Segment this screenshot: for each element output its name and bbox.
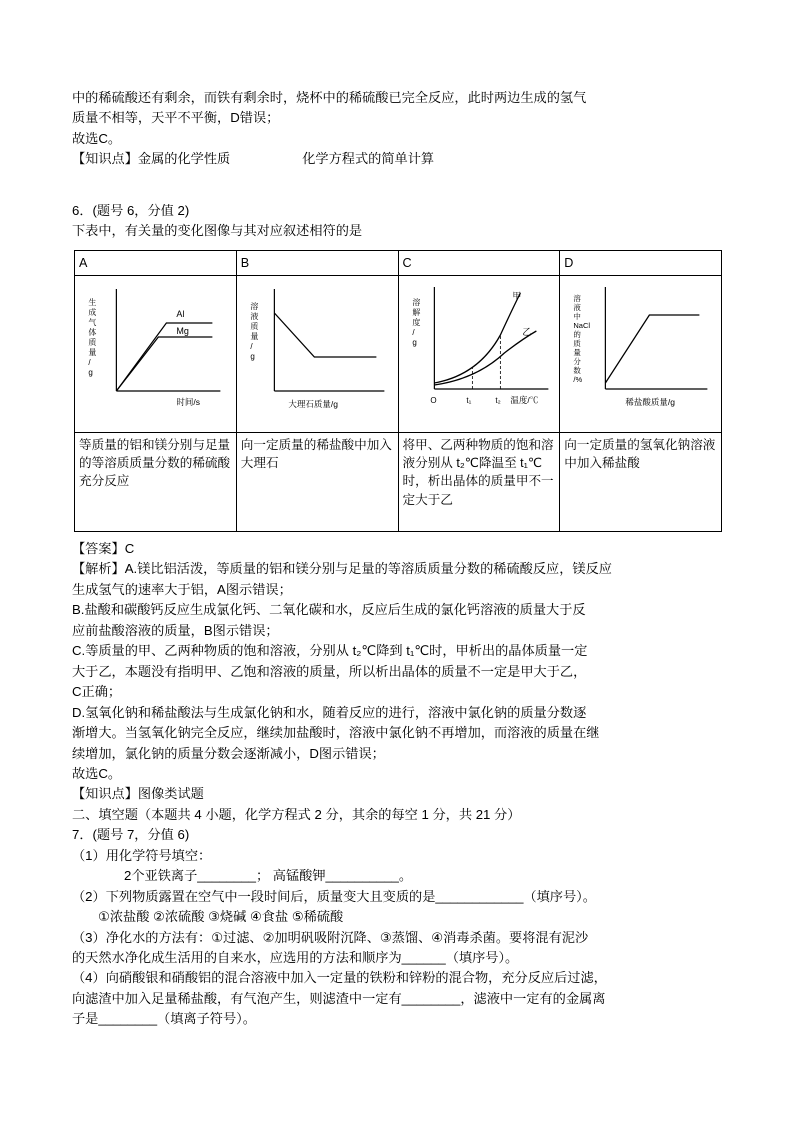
- svg-text:量: 量: [573, 347, 582, 357]
- q7-item-1-sub-text: 2个亚铁离子________； 高锰酸钾__________。: [124, 868, 413, 884]
- chart-b-image: [241, 279, 394, 421]
- svg-text:NaCl: NaCl: [573, 320, 591, 330]
- svg-text:量: 量: [250, 331, 259, 341]
- svg-text:生: 生: [88, 297, 97, 307]
- column-header-d: D: [560, 250, 722, 275]
- graph-cell-d: [560, 275, 722, 432]
- top-line-1: 中的稀硫酸还有剩余，而铁有剩余时，烧杯中的稀硫酸已完全反应，此时两边生成的氢气: [72, 90, 587, 105]
- svg-text:中: 中: [573, 311, 582, 321]
- question-6-number: 6．(题号 6，分值 2): [72, 202, 190, 218]
- svg-text:/: /: [88, 357, 91, 367]
- q7-item-3-sub: 的天然水净化成生活用的自来水，应选用的方法和顺序为______（填序号）。: [72, 950, 519, 966]
- svg-text:质: 质: [250, 321, 259, 331]
- svg-text:稀盐酸质量/g: 稀盐酸质量/g: [625, 396, 676, 407]
- svg-text:O: O: [429, 395, 437, 405]
- section-2-title: 二、填空题（本题共 4 小题，化学方程式 2 分，其余的每空 1 分，共 21 分）: [72, 806, 521, 822]
- svg-text:解: 解: [411, 307, 420, 317]
- top-continued-text: [72, 88, 722, 149]
- analysis-line-6: C正确；: [72, 684, 122, 700]
- graph-options-table: [74, 250, 722, 532]
- svg-text:液: 液: [573, 302, 582, 312]
- analysis-line-0: [72, 559, 722, 579]
- q7-item-1: （1）用化学符号填空：: [72, 847, 212, 863]
- svg-text:/%: /%: [573, 374, 583, 384]
- knowledge-point-1-label: 【知识点】金属的化学性质: [72, 151, 231, 167]
- chart-d-image: [564, 279, 717, 421]
- q7-item-4: （4）向硝酸银和硝酸铝的混合溶液中加入一定量的铁粉和锌粉的混合物，充分反应后过滤，: [72, 970, 607, 986]
- analysis-line-2: B.盐酸和碳酸钙反应生成氯化钙、二氧化碳和水，反应后生成的氯化钙溶液的质量大于反: [72, 602, 586, 618]
- q7-item-1-sub: [72, 866, 722, 886]
- q7-item-3: （3）净化水的方法有：①过滤、②加明矾吸附沉降、③蒸馏、④消毒杀菌。要将混有泥沙: [72, 929, 589, 945]
- svg-text:/: /: [250, 341, 253, 351]
- svg-text:度: 度: [411, 317, 420, 327]
- svg-text:t₂: t₂: [494, 395, 501, 405]
- svg-text:甲: 甲: [511, 290, 521, 301]
- analysis-line-9: 续增加，氯化钠的质量分数会逐渐减小，D图示错误；: [72, 745, 385, 761]
- top-line-3: 故选C。: [72, 130, 122, 146]
- table-description-row: [75, 432, 722, 531]
- analysis-line-5: 大于乙，本题没有指明甲、乙饱和溶液的质量，所以析出晶体的质量不一定是甲大于乙，: [72, 663, 587, 679]
- description-c: 将甲、乙两种物质的饱和溶液分别从 t₂℃降温至 t₁℃时，析出晶体的质量甲不一定大于乙: [398, 432, 560, 531]
- analysis-text-0: A.镁比铝活泼，等质量的铝和镁分别与足量的等溶质质量分数的稀硫酸反应，镁反应: [124, 561, 612, 577]
- svg-text:Al: Al: [176, 308, 185, 319]
- table-header-row: [75, 250, 722, 275]
- q7-item-2-sub-text: ①浓盐酸 ②浓硫酸 ③烧碱 ④食盐 ⑤稀硫酸: [98, 909, 344, 925]
- table-graph-row: [75, 275, 722, 432]
- top-line-2: 质量不相等，天平不平衡，D错误；: [72, 110, 280, 126]
- svg-text:溶: 溶: [573, 293, 582, 303]
- svg-text:质: 质: [573, 338, 582, 348]
- answer-value: C: [124, 540, 135, 556]
- svg-text:温度/℃: 温度/℃: [509, 394, 538, 405]
- svg-text:g: g: [88, 367, 93, 377]
- svg-text:g: g: [250, 351, 255, 361]
- svg-text:数: 数: [573, 365, 582, 375]
- q7-item-4-sub-2: 子是________（填离子符号）。: [72, 1011, 256, 1027]
- analysis-line-8: 渐增大。当氢氧化钠完全反应，继续加盐酸时，溶液中氯化钠不再增加，而溶液的质量在继: [72, 725, 600, 741]
- chart-c-image: [403, 279, 556, 421]
- column-header-b: B: [236, 250, 398, 275]
- analysis-line-7: D.氢氧化钠和稀盐酸法与生成氯化钠和水，随着反应的进行，溶液中氯化钠的质量分数逐: [72, 704, 587, 720]
- graph-cell-c: [398, 275, 560, 432]
- analysis-line-10: 故选C。: [72, 765, 122, 781]
- svg-text:t₁: t₁: [465, 395, 471, 405]
- svg-text:分: 分: [573, 356, 582, 366]
- knowledge-point-1-extra: 化学方程式的简单计算: [302, 151, 435, 167]
- svg-text:量: 量: [88, 347, 97, 357]
- svg-text:成: 成: [88, 307, 97, 317]
- knowledge-point-2: 【知识点】图像类试题: [72, 786, 204, 802]
- description-b: 向一定质量的稀盐酸中加入大理石: [236, 432, 398, 531]
- knowledge-point-1: [72, 149, 722, 169]
- svg-text:溶: 溶: [411, 297, 420, 307]
- description-d: 向一定质量的氢氧化钠溶液中加入稀盐酸: [560, 432, 722, 531]
- graph-cell-b: [236, 275, 398, 432]
- analysis-line-3: 应前盐酸溶液的质量，B图示错误；: [72, 622, 279, 638]
- svg-text:乙: 乙: [521, 326, 531, 337]
- analysis-line-1: 生成氢气的速率大于铝，A图示错误；: [72, 581, 292, 597]
- column-header-c: C: [398, 250, 560, 275]
- svg-text:质: 质: [88, 337, 97, 347]
- svg-text:体: 体: [88, 327, 97, 337]
- q7-item-2-sub: [72, 907, 722, 927]
- graph-cell-a: [75, 275, 237, 432]
- svg-text:气: 气: [88, 317, 97, 327]
- svg-text:的: 的: [573, 329, 582, 339]
- svg-text:/: /: [411, 327, 415, 337]
- svg-text:Mg: Mg: [176, 325, 189, 336]
- svg-text:g: g: [411, 337, 417, 347]
- answer-line: [72, 539, 722, 559]
- chart-a-image: [79, 279, 232, 421]
- svg-text:时间/s: 时间/s: [176, 396, 200, 407]
- description-a: 等质量的铝和镁分别与足量的等溶质质量分数的稀硫酸充分反应: [75, 432, 237, 531]
- analysis-label: 【解析】: [72, 561, 125, 577]
- column-header-a: A: [75, 250, 237, 275]
- question-6-stem: 下表中，有关量的变化图像与其对应叙述相符的是: [72, 223, 363, 239]
- q7-item-4-sub-1: 向滤渣中加入足量稀盐酸，有气泡产生，则滤渣中一定有________，滤液中一定有的金属离: [72, 990, 606, 1006]
- analysis-line-4: C.等质量的甲、乙两种物质的饱和溶液，分别从 t₂℃降到 t₁℃时，甲析出的晶体质量一定: [72, 643, 588, 659]
- svg-text:溶: 溶: [250, 301, 259, 311]
- svg-text:大理石质量/g: 大理石质量/g: [288, 398, 338, 409]
- q7-item-2: （2）下列物质露置在空气中一段时间后，质量变大且变质的是____________（填序号）。: [72, 888, 596, 904]
- answer-label: 【答案】: [72, 540, 125, 556]
- svg-text:液: 液: [250, 311, 259, 321]
- question-7-number: 7．(题号 7，分值 6): [72, 827, 190, 843]
